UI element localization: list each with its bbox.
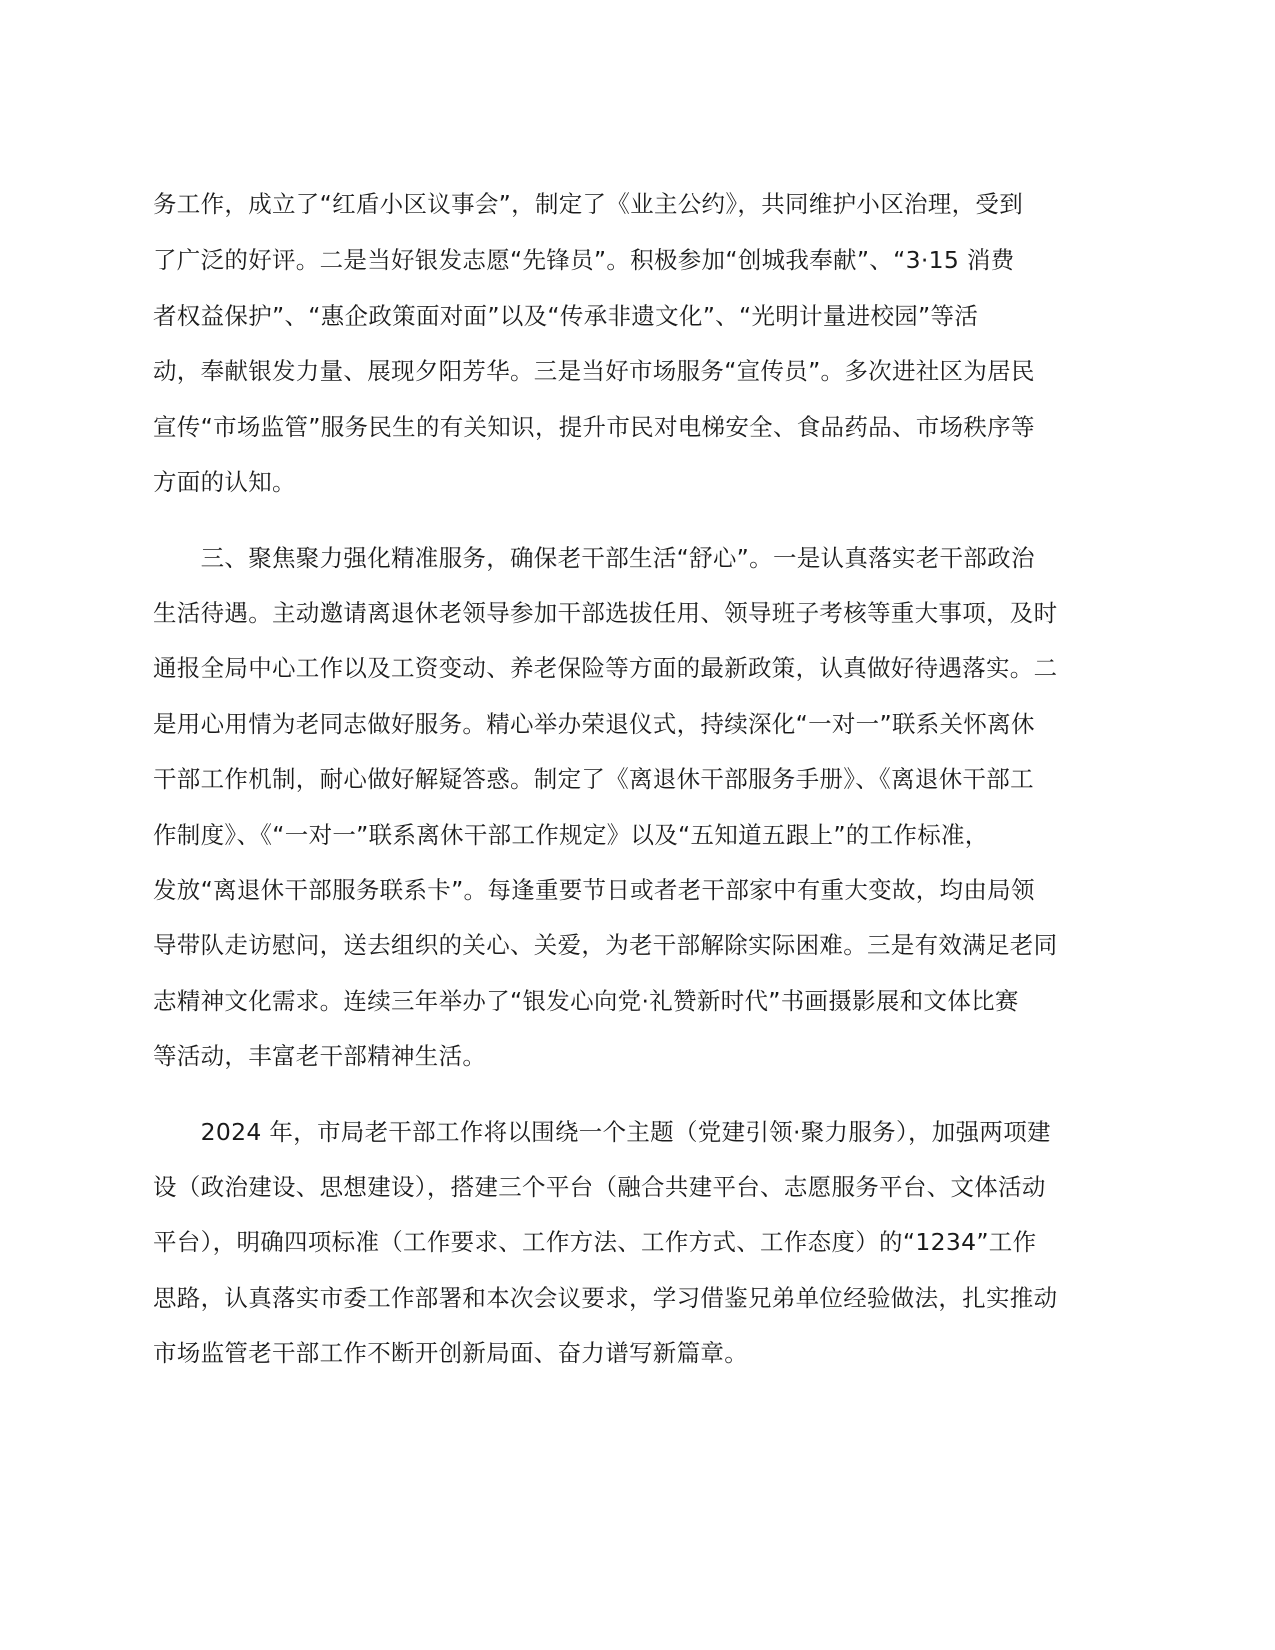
text-line: 通报全局中心工作以及工资变动、养老保险等方面的最新政策，认真做好待遇落实。二 [153, 654, 1058, 682]
text-line: 导带队走访慰问，送去组织的关心、关爱，为老干部解除实际困难。三是有效满足老同 [153, 931, 1058, 959]
text-line: 宣传“市场监管”服务民生的有关知识，提升市民对电梯安全、食品药品、市场秩序等 [153, 413, 1035, 441]
text-line: 作制度》、《“一对一”联系离休干部工作规定》以及“五知道五跟上”的工作标准， [153, 821, 989, 849]
text-line: 务工作，成立了“红盾小区议事会”，制定了《业主公约》，共同维护小区治理，受到 [153, 190, 1023, 218]
text-line: 是用心用情为老同志做好服务。精心举办荣退仪式，持续深化“一对一”联系关怀离休 [153, 710, 1035, 738]
text-line: 干部工作机制，耐心做好解疑答惑。制定了《离退休干部服务手册》、《离退休干部工 [153, 765, 1034, 793]
text-line: 志精神文化需求。连续三年举办了“银发心向党·礼赞新时代”书画摄影展和文体比赛 [153, 987, 1019, 1015]
text-line: 了广泛的好评。二是当好银发志愿“先锋员”。积极参加“创城我奉献”、“3·15 消费 [153, 246, 1015, 274]
text-line: 者权益保护”、“惠企政策面对面”以及“传承非遗文化”、“光明计量进校园”等活 [153, 302, 979, 330]
text-line: 市场监管老干部工作不断开创新局面、奋力谱写新篇章。 [153, 1339, 748, 1367]
text-line: 思路，认真落实市委工作部署和本次会议要求，学习借鉴兄弟单位经验做法，扎实推动 [153, 1284, 1058, 1312]
text-line: 生活待遇。主动邀请离退休老领导参加干部选拔任用、领导班子考核等重大事项，及时 [153, 599, 1058, 627]
text-line: 等活动，丰富老干部精神生活。 [153, 1042, 487, 1070]
text-line: 动，奉献银发力量、展现夕阳芳华。三是当好市场服务“宣传员”。多次进社区为居民 [153, 357, 1035, 385]
text-line: 平台），明确四项标准（工作要求、工作方法、工作方式、工作态度）的“1234”工作 [153, 1228, 1037, 1256]
text-line: 方面的认知。 [153, 468, 296, 496]
text-line: 三、聚焦聚力强化精准服务，确保老干部生活“舒心”。一是认真落实老干部政治 [153, 544, 1035, 572]
text-line: 设（政治建设、思想建设），搭建三个平台（融合共建平台、志愿服务平台、文体活动 [153, 1173, 1046, 1201]
text-line: 发放“离退休干部服务联系卡”。每逢重要节日或者老干部家中有重大变故，均由局领 [153, 876, 1035, 904]
text-line: 2024 年，市局老干部工作将以围绕一个主题（党建引领·聚力服务），加强两项建 [153, 1118, 1051, 1146]
